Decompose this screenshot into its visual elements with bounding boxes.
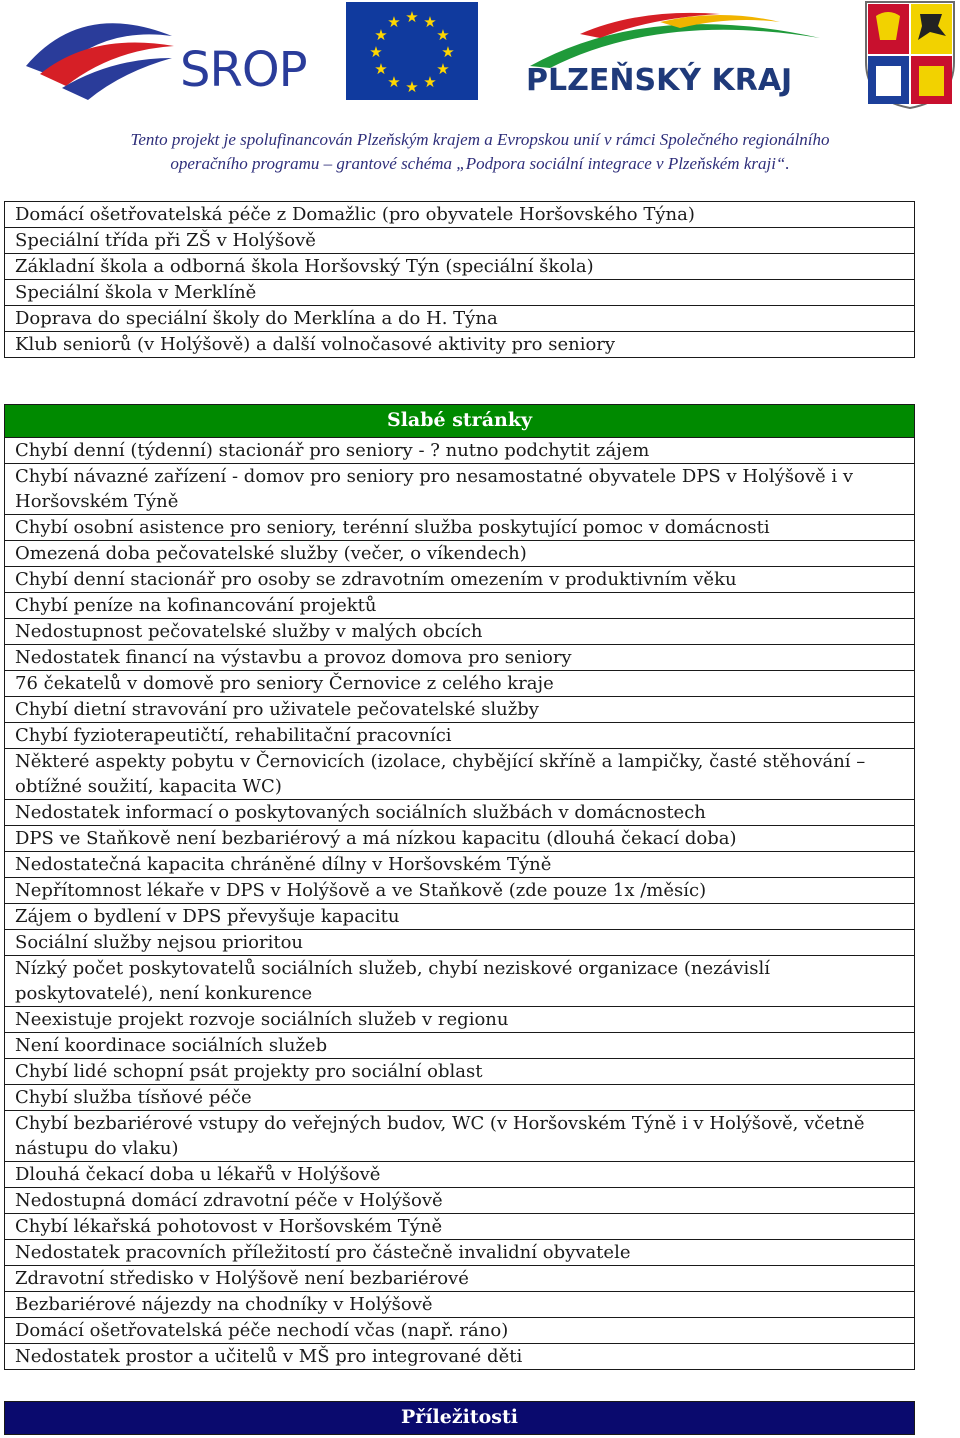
table-cell: Neexistuje projekt rozvoje sociálních služeb v regionu xyxy=(5,1007,915,1033)
table-cell: Speciální škola v Merklíně xyxy=(5,280,915,306)
table-cell: Dlouhá čekací doba u lékařů v Holýšově xyxy=(5,1162,915,1188)
funding-caption-line-2: operačního programu – grantové schéma „Podpora sociální integrace v Plzeňském kraji“. xyxy=(170,154,790,173)
table-row xyxy=(5,306,915,332)
table-row xyxy=(5,1162,915,1188)
table-cell: Nízký počet poskytovatelů sociálních služeb, chybí neziskové organizace (nezávislí poskytovatelé), není konkurence xyxy=(5,956,915,1007)
table-row xyxy=(5,1240,915,1266)
srop-logo-text: SROP xyxy=(180,42,307,98)
table-row xyxy=(5,1266,915,1292)
table-row xyxy=(5,956,915,1007)
table-cell: Nedostatek prostor a učitelů v MŠ pro integrované děti xyxy=(5,1344,915,1370)
table-cell: Chybí denní (týdenní) stacionář pro seniory - ? nutno podchytit zájem xyxy=(5,438,915,464)
table-cell: Domácí ošetřovatelská péče z Domažlic (pro obyvatele Horšovského Týna) xyxy=(5,202,915,228)
table-row xyxy=(5,515,915,541)
weaknesses-header-row xyxy=(5,405,915,438)
table-cell: Klub seniorů (v Holýšově) a další volnočasové aktivity pro seniory xyxy=(5,332,915,358)
coat-of-arms-icon xyxy=(862,0,958,110)
table-row xyxy=(5,800,915,826)
table-cell: Chybí bezbariérové vstupy do veřejných budov, WC (v Horšovském Týně i v Holýšově, včetně nástupu do vlaku) xyxy=(5,1111,915,1162)
opportunities-header-row xyxy=(5,1402,915,1435)
table-cell: Speciální třída při ZŠ v Holýšově xyxy=(5,228,915,254)
table-row xyxy=(5,464,915,515)
table-row xyxy=(5,749,915,800)
table-cell: Omezená doba pečovatelské služby (večer, o víkendech) xyxy=(5,541,915,567)
table-cell: Doprava do speciální školy do Merklína a do H. Týna xyxy=(5,306,915,332)
table-cell: Chybí služba tísňové péče xyxy=(5,1085,915,1111)
table-row xyxy=(5,280,915,306)
table-cell: Není koordinace sociálních služeb xyxy=(5,1033,915,1059)
table-cell: Chybí peníze na kofinancování projektů xyxy=(5,593,915,619)
table-row xyxy=(5,619,915,645)
weaknesses-title: Slabé stránky xyxy=(5,405,915,438)
logo-bar xyxy=(0,0,960,118)
table-cell: Chybí návazné zařízení - domov pro seniory pro nesamostatné obyvatele DPS v Holýšově i v Horšovském Týně xyxy=(5,464,915,515)
table-cell: Některé aspekty pobytu v Černovicích (izolace, chybějící skříně a lampičky, časté stěhování – obtížné soužití, kapacita WC) xyxy=(5,749,915,800)
table-cell: Chybí lidé schopní psát projekty pro sociální oblast xyxy=(5,1059,915,1085)
table-cell: Chybí denní stacionář pro osoby se zdravotním omezením v produktivním věku xyxy=(5,567,915,593)
eu-flag-icon xyxy=(346,2,478,100)
funding-caption-line-1: Tento projekt je spolufinancován Plzeňským krajem a Evropskou unií v rámci Společného regionálního xyxy=(130,130,830,149)
weaknesses-table xyxy=(4,404,915,1370)
svg-text:★: ★ xyxy=(436,60,450,78)
table-row xyxy=(5,593,915,619)
table-cell: Nedostupná domácí zdravotní péče v Holýšově xyxy=(5,1188,915,1214)
table-row xyxy=(5,645,915,671)
svg-text:★: ★ xyxy=(374,26,388,44)
svg-text:★: ★ xyxy=(436,26,450,44)
table-row xyxy=(5,852,915,878)
table-cell: Chybí lékařská pohotovost v Horšovském Týně xyxy=(5,1214,915,1240)
table-cell: Nedostatečná kapacita chráněné dílny v Horšovském Týně xyxy=(5,852,915,878)
table-cell: Nepřítomnost lékaře v DPS v Holýšově a ve Staňkově (zde pouze 1x /měsíc) xyxy=(5,878,915,904)
table-cell: Zdravotní středisko v Holýšově není bezbariérové xyxy=(5,1266,915,1292)
svg-text:★: ★ xyxy=(423,13,437,31)
plzensky-kraj-logo-text: PLZEŇSKÝ KRAJ xyxy=(526,63,793,98)
svg-text:★: ★ xyxy=(374,60,388,78)
table-cell: DPS ve Staňkově není bezbariérový a má nízkou kapacitu (dlouhá čekací doba) xyxy=(5,826,915,852)
table-cell: 76 čekatelů v domově pro seniory Černovice z celého kraje xyxy=(5,671,915,697)
table-row xyxy=(5,1007,915,1033)
table-cell: Nedostatek informací o poskytovaných sociálních službách v domácnostech xyxy=(5,800,915,826)
funding-caption xyxy=(0,128,960,176)
table-row xyxy=(5,697,915,723)
table-row xyxy=(5,1318,915,1344)
table-row xyxy=(5,202,915,228)
table-cell: Sociální služby nejsou prioritou xyxy=(5,930,915,956)
table-row xyxy=(5,438,915,464)
table-cell: Bezbariérové nájezdy na chodníky v Holýšově xyxy=(5,1292,915,1318)
table-row xyxy=(5,1344,915,1370)
svg-text:★: ★ xyxy=(369,43,383,61)
strengths-table xyxy=(4,201,915,358)
table-row xyxy=(5,1292,915,1318)
table-cell: Nedostupnost pečovatelské služby v malých obcích xyxy=(5,619,915,645)
weaknesses-table-body xyxy=(5,405,915,1370)
table-row xyxy=(5,904,915,930)
opportunities-title: Příležitosti xyxy=(5,1402,915,1435)
table-cell: Zájem o bydlení v DPS převyšuje kapacitu xyxy=(5,904,915,930)
table-cell: Chybí fyzioterapeutičtí, rehabilitační pracovníci xyxy=(5,723,915,749)
table-row xyxy=(5,1033,915,1059)
svg-text:★: ★ xyxy=(405,8,419,26)
plzensky-kraj-logo xyxy=(520,4,830,104)
table-cell: Domácí ošetřovatelská péče nechodí včas (např. ráno) xyxy=(5,1318,915,1344)
table-row xyxy=(5,1214,915,1240)
table-row xyxy=(5,1059,915,1085)
table-cell: Základní škola a odborná škola Horšovský Týn (speciální škola) xyxy=(5,254,915,280)
table-row xyxy=(5,1111,915,1162)
svg-text:★: ★ xyxy=(405,78,419,96)
table-row xyxy=(5,723,915,749)
table-row xyxy=(5,567,915,593)
table-cell: Nedostatek pracovních příležitostí pro částečně invalidní obyvatele xyxy=(5,1240,915,1266)
svg-text:★: ★ xyxy=(441,43,455,61)
svg-text:★: ★ xyxy=(387,13,401,31)
srop-logo xyxy=(22,6,312,106)
svg-text:★: ★ xyxy=(387,73,401,91)
table-row xyxy=(5,930,915,956)
table-row xyxy=(5,1188,915,1214)
table-cell: Chybí dietní stravování pro uživatele pečovatelské služby xyxy=(5,697,915,723)
table-row xyxy=(5,254,915,280)
svg-text:★: ★ xyxy=(423,73,437,91)
strengths-table-body xyxy=(5,202,915,358)
table-row xyxy=(5,228,915,254)
table-row xyxy=(5,541,915,567)
table-cell: Nedostatek financí na výstavbu a provoz domova pro seniory xyxy=(5,645,915,671)
table-row xyxy=(5,878,915,904)
opportunities-table xyxy=(4,1401,915,1435)
table-row xyxy=(5,671,915,697)
table-row xyxy=(5,332,915,358)
table-cell: Chybí osobní asistence pro seniory, terénní služba poskytující pomoc v domácnosti xyxy=(5,515,915,541)
table-row xyxy=(5,826,915,852)
table-row xyxy=(5,1085,915,1111)
